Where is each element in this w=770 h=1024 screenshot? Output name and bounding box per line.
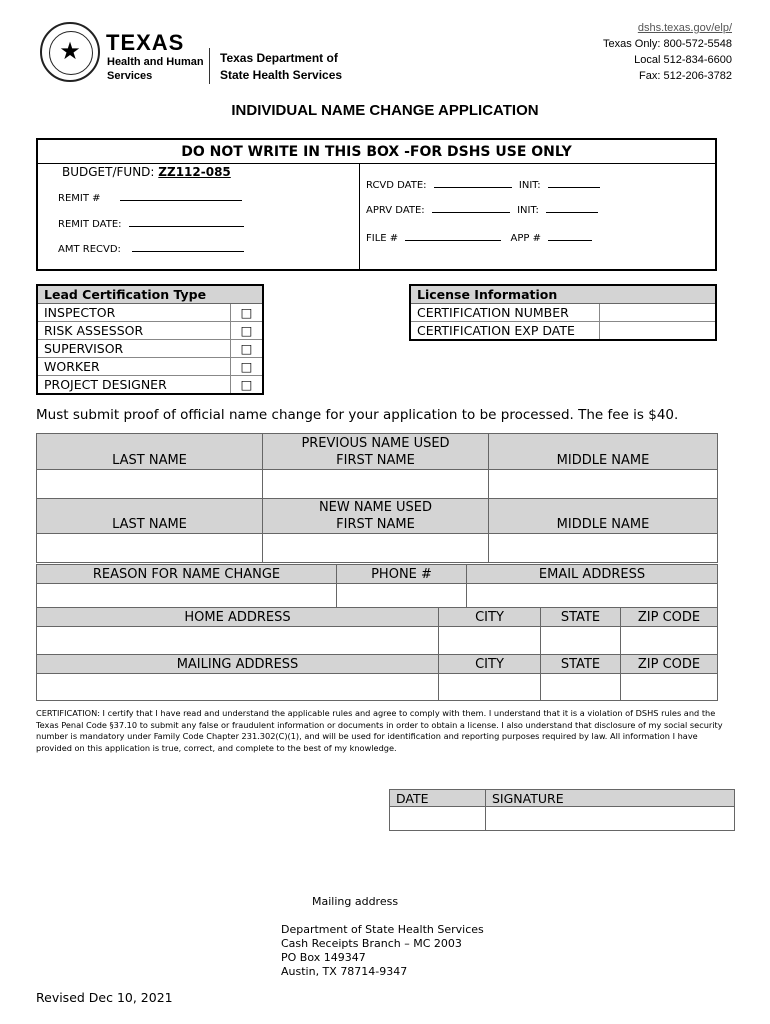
date-field[interactable] [390, 807, 486, 831]
remit-number-label: REMIT # [58, 193, 101, 204]
new-middle-name-field[interactable] [489, 534, 718, 563]
home-city-field[interactable] [439, 627, 541, 655]
new-first-name-field[interactable] [263, 534, 489, 563]
mailing-state-label: STATE [541, 655, 621, 674]
prev-first-name-text: FIRST NAME [336, 452, 415, 468]
cert-type-project-designer: PROJECT DESIGNER [44, 377, 167, 392]
new-name-header-row [37, 499, 718, 534]
texas-only-phone: Texas Only: 800-572-5548 [602, 38, 732, 50]
email-label: EMAIL ADDRESS [467, 565, 718, 584]
home-state-label: STATE [541, 608, 621, 627]
cert-exp-date-label: CERTIFICATION EXP DATE [417, 323, 575, 338]
mail-line-1: Department of State Health Services [281, 923, 484, 936]
remit-date-label: REMIT DATE: [58, 219, 122, 230]
home-address-label: HOME ADDRESS [37, 608, 439, 627]
home-header-row [37, 608, 718, 627]
department-name: Texas Department of State Health Services [220, 51, 343, 82]
fax-number: Fax: 512-206-3782 [639, 70, 732, 82]
approved-date-label: APRV DATE: [366, 205, 425, 216]
office-box-divider [359, 163, 360, 269]
website-link[interactable]: dshs.texas.gov/elp/ [637, 22, 732, 34]
received-date-label: RCVD DATE: [366, 180, 427, 191]
prev-first-name-field[interactable] [263, 470, 489, 499]
prev-middle-name-label: MIDDLE NAME [489, 434, 718, 470]
mailing-city-field[interactable] [439, 674, 541, 701]
mailing-zip-label: ZIP CODE [621, 655, 718, 674]
phone-field[interactable] [337, 584, 467, 608]
mailing-address-label-text: Mailing address [312, 895, 399, 908]
init-label: INIT: [518, 180, 541, 191]
cert-type-row[interactable] [37, 340, 263, 358]
mailing-address-field[interactable] [37, 674, 439, 701]
license-heading: License Information [410, 285, 716, 304]
reason-contact-grid [36, 564, 718, 608]
mailing-state-field[interactable] [541, 674, 621, 701]
amount-received[interactable] [58, 244, 244, 255]
file-number-label: FILE # [366, 233, 399, 244]
cert-type-supervisor: SUPERVISOR [37, 340, 231, 358]
mailing-address-block [281, 923, 484, 979]
mailing-zip-field[interactable] [621, 674, 718, 701]
mail-line-3: PO Box 149347 [281, 951, 366, 964]
inspector-checkbox[interactable]: □ [231, 304, 264, 322]
phone-label: PHONE # [337, 565, 467, 584]
license-info-table [409, 284, 717, 341]
certification-statement: CERTIFICATION: I certify that I have read and understand the applicable rules and agree to comply with them. I understand that it is a violation of DSHS rules and the Texas Penal Code §37.10 to submit any false or fraudulent information or documents in order to obtain a license. I also understand that disclosure of my social security number is mandatory under Family Code Chapter 231.302(C)(1), and will be used for identification and reporting purposes required by law. All information I have provided on this application is true, correct, and complete to the best of my knowledge. [36, 708, 723, 753]
email-field[interactable] [467, 584, 718, 608]
office-use-heading: DO NOT WRITE IN THIS BOX -FOR DSHS USE ONLY [38, 140, 715, 164]
risk-assessor-checkbox[interactable]: □ [231, 322, 264, 340]
budget-label: BUDGET/FUND: [62, 165, 155, 179]
home-state-field[interactable] [541, 627, 621, 655]
revised-date: Revised Dec 10, 2021 [36, 990, 173, 1005]
cert-type-row[interactable] [37, 358, 263, 376]
agency-sub-name: Health and Human Services [107, 56, 204, 82]
received-date[interactable] [366, 180, 600, 191]
cert-type-risk-assessor: RISK ASSESSOR [37, 322, 231, 340]
new-first-name-text: FIRST NAME [336, 517, 415, 532]
office-use-box [36, 138, 717, 271]
home-input-row [37, 627, 718, 655]
worker-checkbox[interactable]: □ [231, 358, 264, 376]
mail-line-4: Austin, TX 78714-9347 [281, 965, 408, 978]
prev-last-name-field[interactable] [37, 470, 263, 499]
mailing-address-grid [36, 654, 718, 701]
reason-input-row [37, 584, 718, 608]
new-middle-name-label: MIDDLE NAME [489, 499, 718, 534]
mailing-input-row [37, 674, 718, 701]
project-designer-checkbox[interactable]: □ [231, 376, 264, 395]
previous-name-heading: PREVIOUS NAME USED [301, 435, 450, 451]
cert-type-row[interactable] [37, 304, 263, 322]
home-zip-field[interactable] [621, 627, 718, 655]
budget-value: ZZ112-085 [158, 165, 231, 179]
amount-received-label: AMT RECVD: [58, 244, 121, 255]
lead-certification-table [36, 284, 264, 395]
home-address-field[interactable] [37, 627, 439, 655]
prev-middle-name-field[interactable] [489, 470, 718, 499]
home-address-grid [36, 607, 718, 655]
remit-number[interactable] [58, 193, 242, 204]
cert-type-worker: WORKER [37, 358, 231, 376]
form-title: INDIVIDUAL NAME CHANGE APPLICATION [231, 102, 539, 119]
lead-cert-heading: Lead Certification Type [37, 285, 263, 304]
cert-type-row[interactable] [37, 376, 263, 395]
init-label-2: INIT: [517, 205, 539, 216]
new-name-input-row [37, 534, 718, 563]
date-signature-table [389, 789, 735, 831]
fee-notice: Must submit proof of official name change for your application to be processed. The fee is $40. [36, 407, 679, 423]
date-label: DATE [390, 790, 486, 807]
local-phone: Local 512-834-6600 [634, 54, 732, 66]
logo-divider [209, 48, 210, 84]
new-last-name-label: LAST NAME [37, 499, 263, 534]
cert-type-inspector: INSPECTOR [37, 304, 231, 322]
new-first-name-label [263, 499, 489, 534]
cert-number-label: CERTIFICATION NUMBER [410, 304, 600, 322]
reason-field[interactable] [37, 584, 337, 608]
star-icon: ★ [59, 37, 81, 65]
budget-fund [62, 165, 231, 179]
app-number-label: APP # [510, 233, 541, 244]
prev-first-name-label [263, 434, 489, 470]
cert-exp-date-field[interactable] [600, 322, 717, 341]
mailing-address-label: MAILING ADDRESS [37, 655, 439, 674]
agency-short-name: TEXAS [106, 30, 185, 55]
remit-date[interactable] [58, 219, 244, 230]
name-change-grid [36, 433, 718, 563]
new-last-name-field[interactable] [37, 534, 263, 563]
reason-label: REASON FOR NAME CHANGE [37, 565, 337, 584]
cert-number-field[interactable] [600, 304, 717, 322]
previous-name-input-row [37, 470, 718, 499]
home-city-label: CITY [439, 608, 541, 627]
mail-line-2: Cash Receipts Branch – MC 2003 [281, 937, 462, 950]
mailing-city-label: CITY [439, 655, 541, 674]
reason-header-row [37, 565, 718, 584]
previous-name-header-row [37, 434, 718, 470]
signature-field[interactable] [486, 807, 735, 831]
cert-type-row[interactable] [37, 322, 263, 340]
prev-last-name-label: LAST NAME [37, 434, 263, 470]
contact-block [603, 20, 732, 84]
approved-date[interactable] [366, 205, 598, 216]
mailing-header-row [37, 655, 718, 674]
new-name-heading: NEW NAME USED [318, 500, 433, 515]
signature-label: SIGNATURE [486, 790, 735, 807]
texas-seal-logo [40, 22, 100, 82]
file-app-number[interactable] [366, 233, 592, 244]
home-zip-label: ZIP CODE [621, 608, 718, 627]
supervisor-checkbox[interactable]: □ [231, 340, 264, 358]
